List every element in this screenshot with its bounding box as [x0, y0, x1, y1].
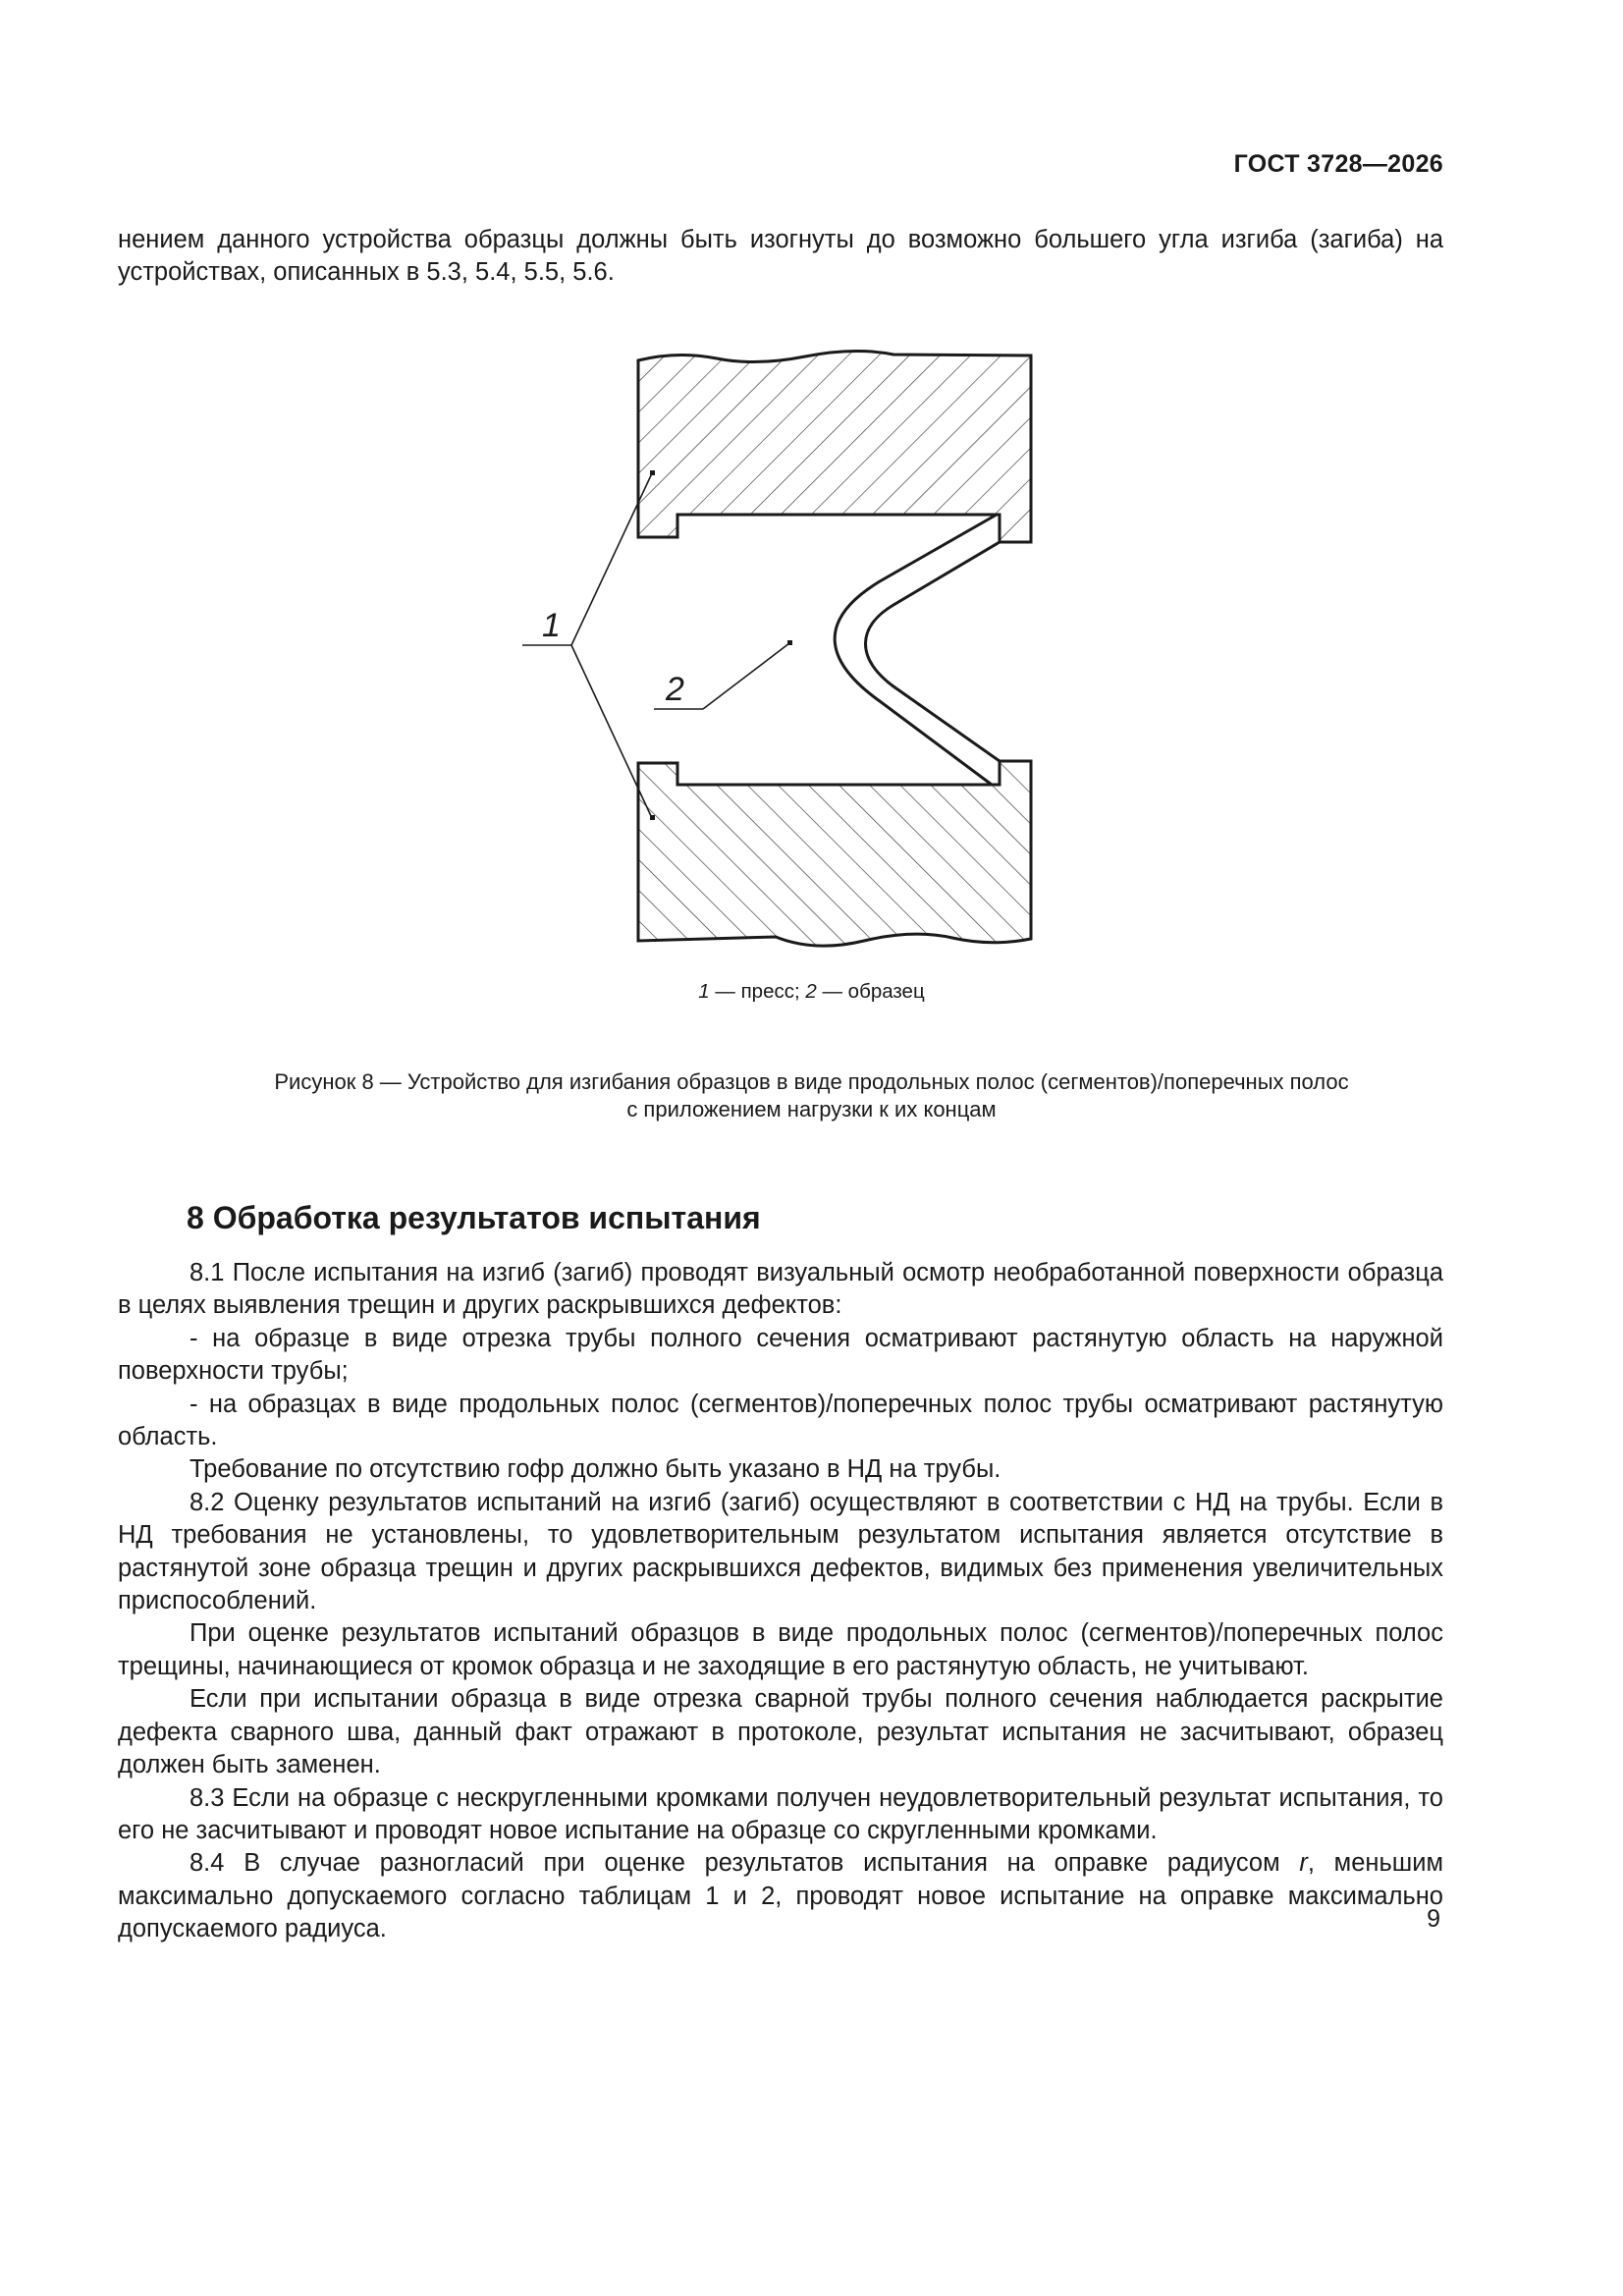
- paragraph-8-2: 8.2 Оценку результатов испытаний на изгиб (загиб) осуществляют в соответствии с НД на трубы. Если в НД требования не установлены, то удовлетворительным результатом испытания является отсутствие в растянутой зоне образца трещин и других раскрывшихся дефектов, видимых без применения увеличительных приспособлений.: [118, 1488, 1443, 1615]
- figure-caption-line-1: Рисунок 8 — Устройство для изгибания образцов в виде продольных полос (сегментов)/поперечных полос: [274, 1069, 1349, 1094]
- upper-press-block: [638, 351, 1031, 542]
- paragraph-bullet-1: - на образце в виде отрезка трубы полного сечения осматривают растянутую область на наружной поверхности трубы;: [118, 1324, 1443, 1386]
- paragraph-8-3: 8.3 Если на образце с нескругленными кромками получен неудовлетворительный результат испытания, то его не засчитывают и проводят новое испытание на образце со скругленными кромками.: [118, 1783, 1443, 1844]
- paragraph-cracks: При оценке результатов испытаний образцов в виде продольных полос (сегментов)/поперечных полос трещины, начинающиеся от кромок образца и не заходящие в его растянутую область, не учитывают.: [118, 1619, 1443, 1680]
- intro-text: нением данного устройства образцы должны быть изогнуты до возможно большего угла изгиба (загиба) на устройствах, описанных в 5.3, 5.4, 5.5, 5.6.: [118, 226, 1443, 287]
- legend-num-2: 2: [805, 980, 817, 1003]
- bent-specimen: [835, 515, 1000, 785]
- paragraph-8-1: 8.1 После испытания на изгиб (загиб) проводят визуальный осмотр необработанной поверхности образца в целях выявления трещин и других раскрывшихся дефектов:: [118, 1259, 1443, 1320]
- paragraph-8-4-start: 8.4 В случае разногласий при оценке результатов испытания на оправке радиусом: [189, 1849, 1300, 1878]
- paragraph-8-4: [118, 1847, 1443, 1945]
- leader-line-press-bottom: [571, 645, 652, 818]
- paragraph-8-4-end: , меньшим максимально допускаемого согласно таблицам 1 и 2, проводят новое испытание на оправке максимально допускаемого радиуса.: [118, 1849, 1443, 1943]
- leader-line-specimen: [703, 643, 789, 709]
- bending-device-drawing: [491, 346, 1080, 959]
- standard-designation: ГОСТ 3728—2026: [1233, 150, 1443, 178]
- intro-paragraph: [118, 224, 1443, 290]
- paragraph-bullet-2: - на образцах в виде продольных полос (сегментов)/поперечных полос трубы осматривают растянутую область.: [118, 1390, 1443, 1451]
- callout-1: 1: [542, 607, 561, 644]
- figure-caption-line-2: с приложением нагрузки к их концам: [626, 1097, 997, 1121]
- page-number: 9: [1427, 1905, 1440, 1933]
- lower-press-block: [638, 761, 1031, 946]
- paragraph-weld-defect: Если при испытании образца в виде отрезка сварной трубы полного сечения наблюдается раскрытие дефекта сварного шва, данный факт отражают в протоколе, результат испытания не засчитывают, образец должен быть заменен.: [118, 1685, 1443, 1779]
- legend-text-1: — пресс;: [709, 980, 806, 1003]
- legend-num-1: 1: [698, 980, 710, 1003]
- leader-line-press-top: [571, 473, 652, 645]
- section-body: [118, 1257, 1443, 1946]
- figure-legend: [0, 980, 1623, 1004]
- section-title: 8 Обработка результатов испытания: [187, 1200, 761, 1235]
- figure-caption: [0, 1068, 1623, 1123]
- legend-text-2: — образец: [816, 980, 925, 1003]
- callout-2: 2: [666, 671, 684, 708]
- figure-bending-device: [491, 346, 1080, 959]
- paragraph-corrugation: Требование по отсутствию гофр должно быть указано в НД на трубы.: [189, 1455, 1001, 1484]
- radius-variable: r: [1299, 1849, 1308, 1878]
